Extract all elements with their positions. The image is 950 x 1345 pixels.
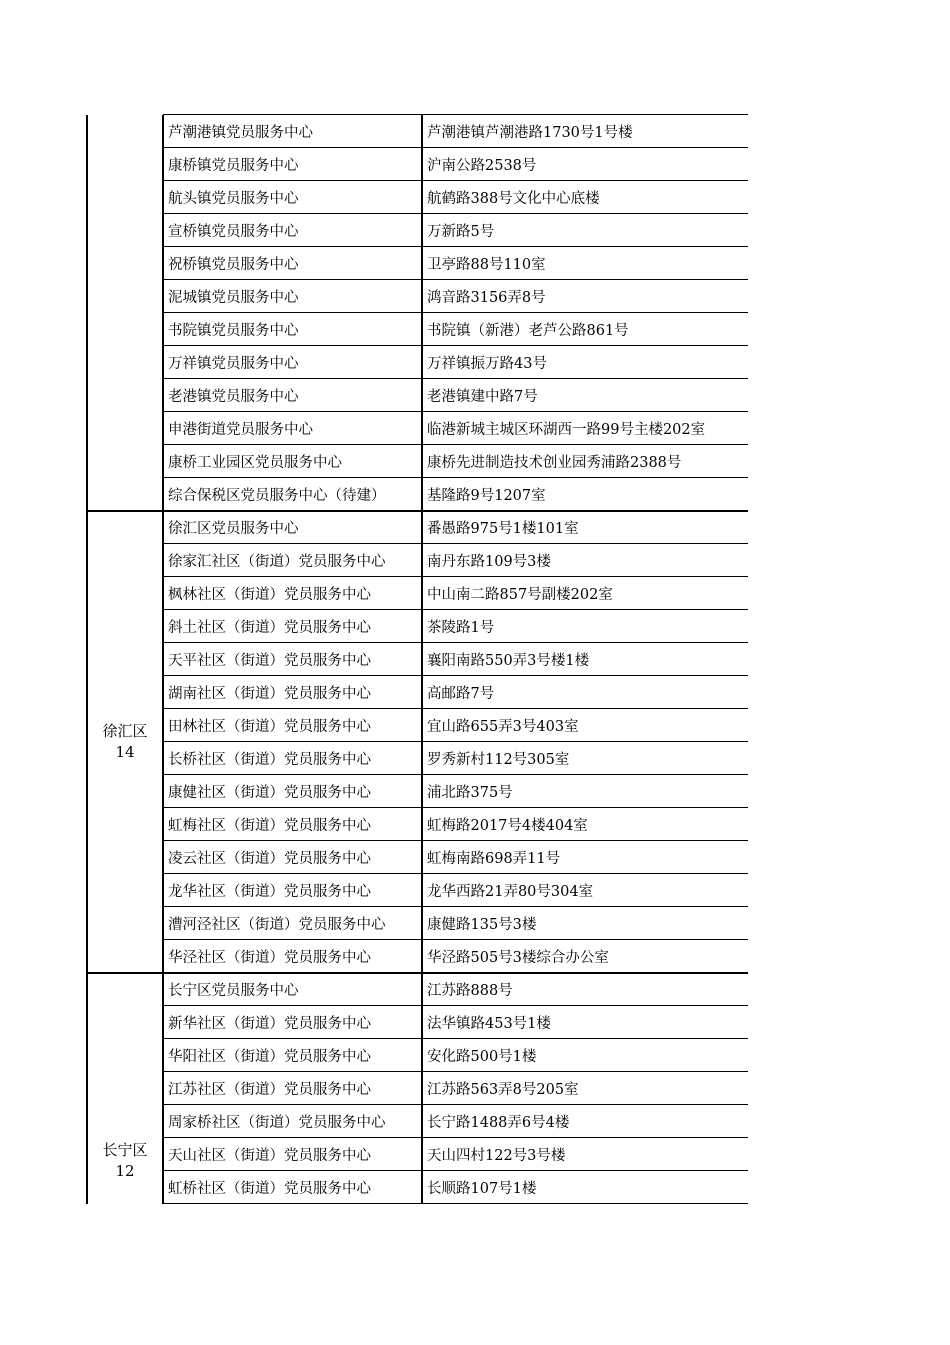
address-cell: 书院镇（新港）老芦公路861号 [427,323,629,339]
address-cell: 芦潮港镇芦潮港路1730号1号楼 [427,125,633,141]
address-cell: 江苏路888号 [427,983,513,999]
address-cell: 襄阳南路550弄3号楼1楼 [427,653,590,669]
row-divider [163,1038,748,1039]
center-name-cell: 康桥镇党员服务中心 [168,158,299,174]
row-divider [163,774,748,775]
center-name-cell: 湖南社区（街道）党员服务中心 [168,686,371,702]
address-cell: 卫亭路88号110室 [427,257,546,273]
left-border [86,115,88,1204]
district-label [87,721,163,763]
table-top-border [163,114,748,115]
address-cell: 康桥先进制造技术创业园秀浦路2388号 [427,455,682,471]
center-name-cell: 申港街道党员服务中心 [168,422,313,438]
center-name-cell: 华阳社区（街道）党员服务中心 [168,1049,371,1065]
center-name-cell: 长宁区党员服务中心 [168,983,299,999]
row-divider [163,576,748,577]
row-divider [163,180,748,181]
center-name-cell: 芦潮港镇党员服务中心 [168,125,313,141]
district-label [87,1140,163,1182]
center-name-cell: 宣桥镇党员服务中心 [168,224,299,240]
address-cell: 虹梅路2017号4楼404室 [427,818,588,834]
row-divider [163,444,748,445]
address-cell: 基隆路9号1207室 [427,488,546,504]
address-cell: 长宁路1488弄6号4楼 [427,1115,570,1131]
row-divider [163,1170,748,1171]
address-cell: 万新路5号 [427,224,495,240]
address-cell: 长顺路107号1楼 [427,1181,537,1197]
center-name-cell: 万祥镇党员服务中心 [168,356,299,372]
row-divider [163,609,748,610]
center-name-cell: 江苏社区（街道）党员服务中心 [168,1082,371,1098]
group-divider [86,510,748,512]
center-name-cell: 斜土社区（街道）党员服务中心 [168,620,371,636]
row-divider [163,1137,748,1138]
row-divider [163,477,748,478]
column-divider-2 [421,115,423,1204]
row-divider [163,345,748,346]
address-cell: 康健路135号3楼 [427,917,537,933]
address-cell: 老港镇建中路7号 [427,389,538,405]
row-divider [163,1104,748,1105]
address-cell: 鸿音路3156弄8号 [427,290,546,306]
center-name-cell: 虹梅社区（街道）党员服务中心 [168,818,371,834]
row-divider [163,543,748,544]
row-divider [163,1203,748,1204]
column-divider-1 [162,115,164,1204]
address-cell: 江苏路563弄8号205室 [427,1082,579,1098]
row-divider [163,1071,748,1072]
row-divider [163,642,748,643]
address-cell: 龙华西路21弄80号304室 [427,884,594,900]
center-name-cell: 徐家汇社区（街道）党员服务中心 [168,554,386,570]
center-name-cell: 康桥工业园区党员服务中心 [168,455,342,471]
district-name: 徐汇区 [102,722,148,740]
row-divider [163,279,748,280]
center-name-cell: 航头镇党员服务中心 [168,191,299,207]
center-name-cell: 祝桥镇党员服务中心 [168,257,299,273]
center-name-cell: 长桥社区（街道）党员服务中心 [168,752,371,768]
address-cell: 沪南公路2538号 [427,158,537,174]
row-divider [163,873,748,874]
center-name-cell: 综合保税区党员服务中心（待建） [168,488,386,504]
address-cell: 宜山路655弄3号403室 [427,719,579,735]
address-cell: 天山四村122号3号楼 [427,1148,566,1164]
address-cell: 航鹤路388号文化中心底楼 [427,191,600,207]
row-divider [163,939,748,940]
row-divider [163,378,748,379]
district-name: 长宁区 [102,1140,148,1159]
address-cell: 中山南二路857号副楼202室 [427,587,613,603]
center-name-cell: 徐汇区党员服务中心 [168,521,299,537]
center-name-cell: 凌云社区（街道）党员服务中心 [168,851,371,867]
row-divider [163,147,748,148]
center-name-cell: 枫林社区（街道）党员服务中心 [168,587,371,603]
row-divider [163,411,748,412]
center-name-cell: 新华社区（街道）党员服务中心 [168,1016,371,1032]
address-cell: 临港新城主城区环湖西一路99号主楼202室 [427,422,706,438]
address-cell: 华泾路505号3楼综合办公室 [427,950,609,966]
row-divider [163,675,748,676]
address-cell: 法华镇路453号1楼 [427,1016,551,1032]
address-cell: 高邮路7号 [427,686,495,702]
row-divider [163,1005,748,1006]
address-cell: 浦北路375号 [427,785,513,801]
address-cell: 番愚路975号1楼101室 [427,521,579,537]
center-name-cell: 老港镇党员服务中心 [168,389,299,405]
row-divider [163,312,748,313]
row-divider [163,213,748,214]
center-name-cell: 周家桥社区（街道）党员服务中心 [168,1115,386,1131]
center-name-cell: 田林社区（街道）党员服务中心 [168,719,371,735]
row-divider [163,246,748,247]
address-cell: 罗秀新村112号305室 [427,752,570,768]
district-count: 14 [115,743,135,761]
address-cell: 虹梅南路698弄11号 [427,851,561,867]
row-divider [163,807,748,808]
center-name-cell: 虹桥社区（街道）党员服务中心 [168,1181,371,1197]
group-divider [86,972,748,974]
row-divider [163,741,748,742]
center-name-cell: 天平社区（街道）党员服务中心 [168,653,371,669]
district-count: 12 [115,1161,135,1180]
row-divider [163,840,748,841]
center-name-cell: 漕河泾社区（街道）党员服务中心 [168,917,386,933]
address-cell: 南丹东路109号3楼 [427,554,551,570]
center-name-cell: 天山社区（街道）党员服务中心 [168,1148,371,1164]
address-cell: 安化路500号1楼 [427,1049,537,1065]
address-cell: 茶陵路1号 [427,620,495,636]
center-name-cell: 康健社区（街道）党员服务中心 [168,785,371,801]
center-name-cell: 龙华社区（街道）党员服务中心 [168,884,371,900]
row-divider [163,906,748,907]
center-name-cell: 泥城镇党员服务中心 [168,290,299,306]
address-cell: 万祥镇振万路43号 [427,356,547,372]
center-name-cell: 书院镇党员服务中心 [168,323,299,339]
row-divider [163,708,748,709]
center-name-cell: 华泾社区（街道）党员服务中心 [168,950,371,966]
